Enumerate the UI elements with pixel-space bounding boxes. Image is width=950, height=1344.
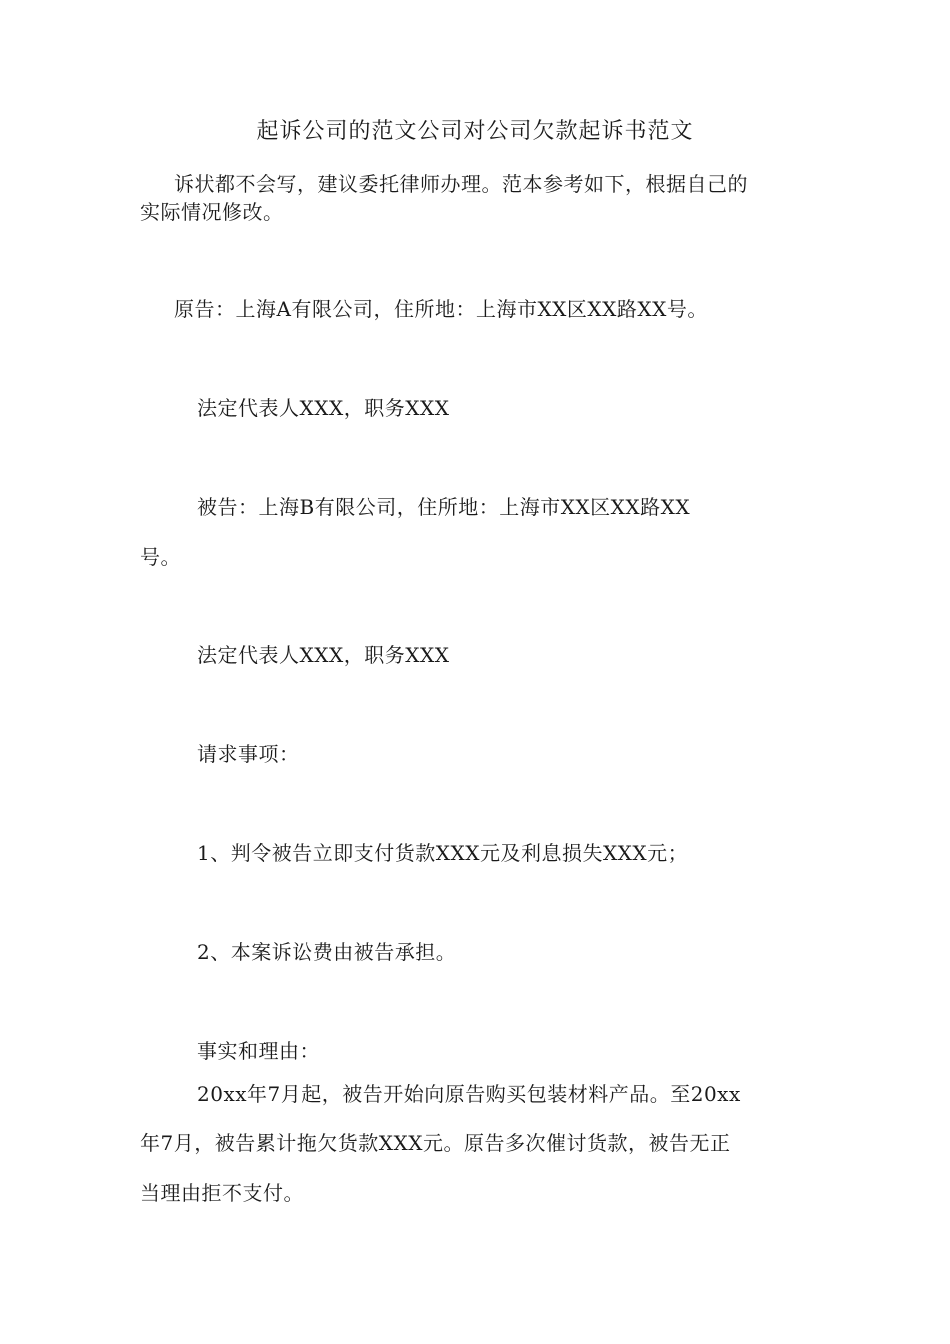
- defendant-line-1: 被告：上海B有限公司，住所地：上海市XX区XX路XX: [197, 495, 691, 519]
- plaintiff-representative: 法定代表人XXX，职务XXX: [197, 396, 450, 420]
- intro-line-2: 实际情况修改。: [140, 200, 284, 224]
- defendant-representative: 法定代表人XXX，职务XXX: [197, 643, 450, 667]
- intro-line-1: 诉状都不会写，建议委托律师办理。范本参考如下，根据自己的: [174, 172, 748, 196]
- facts-line-3: 当理由拒不支付。: [140, 1181, 304, 1205]
- facts-line-2: 年7月，被告累计拖欠货款XXX元。原告多次催讨货款，被告无正: [140, 1131, 731, 1155]
- claims-heading: 请求事项：: [197, 742, 300, 766]
- plaintiff-line: 原告：上海A有限公司，住所地：上海市XX区XX路XX号。: [174, 297, 708, 321]
- document-title: 起诉公司的范文公司对公司欠款起诉书范文: [256, 119, 694, 144]
- facts-line-1: 20xx年7月起，被告开始向原告购买包装材料产品。至20xx: [197, 1082, 741, 1106]
- defendant-line-2: 号。: [140, 545, 181, 569]
- facts-heading: 事实和理由：: [197, 1039, 320, 1063]
- claim-item-2: 2、本案诉讼费由被告承担。: [197, 940, 457, 964]
- claim-item-1: 1、判令被告立即支付货款XXX元及利息损失XXX元；: [197, 841, 689, 865]
